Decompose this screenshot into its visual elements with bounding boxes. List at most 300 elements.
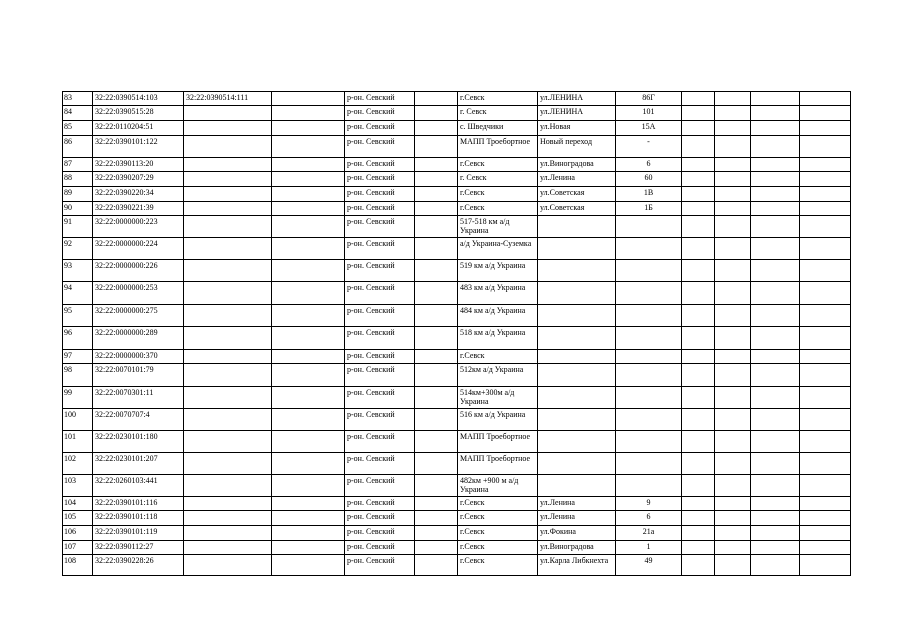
empty-cell: [751, 187, 800, 202]
empty-cell: [415, 158, 458, 172]
cadastral-number: 32:22:0000000:224: [93, 238, 184, 260]
table-row: [63, 136, 851, 158]
cadastral-number: 32:22:0110204:51: [93, 121, 184, 136]
district: р-он. Севский: [345, 106, 415, 121]
empty-cell: [272, 106, 345, 121]
empty-cell: [751, 364, 800, 387]
empty-cell: [800, 172, 851, 187]
table-row: [63, 187, 851, 202]
parent-cadastral-number: [184, 387, 272, 409]
empty-cell: [715, 526, 751, 541]
parent-cadastral-number: [184, 158, 272, 172]
empty-cell: [800, 260, 851, 282]
empty-cell: [272, 409, 345, 431]
empty-cell: [415, 541, 458, 555]
cadastral-number: 32:22:0000000:289: [93, 327, 184, 350]
empty-cell: [682, 172, 715, 187]
empty-cell: [415, 260, 458, 282]
cadastral-number: 32:22:0230101:180: [93, 431, 184, 453]
empty-cell: [715, 136, 751, 158]
empty-cell: [800, 238, 851, 260]
empty-cell: [751, 106, 800, 121]
empty-cell: [715, 511, 751, 526]
settlement: 518 км а/д Украина: [458, 327, 538, 350]
row-number: 85: [63, 121, 93, 136]
empty-cell: [715, 121, 751, 136]
empty-cell: [415, 121, 458, 136]
table-row: [63, 541, 851, 555]
empty-cell: [272, 158, 345, 172]
empty-cell: [682, 92, 715, 106]
empty-cell: [715, 364, 751, 387]
cadastral-number: 32:22:0230101:207: [93, 453, 184, 475]
street: [538, 364, 616, 387]
cadastral-number: 32:22:0390101:118: [93, 511, 184, 526]
empty-cell: [415, 364, 458, 387]
house-number: 49: [616, 555, 682, 576]
house-number: [616, 431, 682, 453]
empty-cell: [682, 526, 715, 541]
empty-cell: [272, 187, 345, 202]
empty-cell: [272, 327, 345, 350]
cadastral-number: 32:22:0390101:116: [93, 497, 184, 511]
empty-cell: [800, 121, 851, 136]
empty-cell: [800, 106, 851, 121]
empty-cell: [415, 92, 458, 106]
street: ул.Ленина: [538, 172, 616, 187]
empty-cell: [682, 555, 715, 576]
empty-cell: [800, 364, 851, 387]
district: р-он. Севский: [345, 526, 415, 541]
street: [538, 282, 616, 305]
settlement: 512км а/д Украина: [458, 364, 538, 387]
house-number: [616, 387, 682, 409]
street: ул.Виноградова: [538, 541, 616, 555]
district: р-он. Севский: [345, 121, 415, 136]
empty-cell: [272, 350, 345, 364]
empty-cell: [715, 106, 751, 121]
row-number: 87: [63, 158, 93, 172]
empty-cell: [682, 238, 715, 260]
empty-cell: [415, 511, 458, 526]
settlement: 482км +900 м а/д Украина: [458, 475, 538, 497]
parent-cadastral-number: [184, 497, 272, 511]
street: [538, 431, 616, 453]
empty-cell: [715, 187, 751, 202]
empty-cell: [415, 282, 458, 305]
street: [538, 409, 616, 431]
empty-cell: [682, 305, 715, 327]
empty-cell: [715, 158, 751, 172]
row-number: 108: [63, 555, 93, 576]
empty-cell: [682, 475, 715, 497]
parent-cadastral-number: [184, 526, 272, 541]
empty-cell: [715, 431, 751, 453]
empty-cell: [415, 187, 458, 202]
house-number: [616, 350, 682, 364]
row-number: 84: [63, 106, 93, 121]
settlement: г. Севск: [458, 172, 538, 187]
district: р-он. Севский: [345, 187, 415, 202]
row-number: 94: [63, 282, 93, 305]
parent-cadastral-number: [184, 409, 272, 431]
parent-cadastral-number: [184, 555, 272, 576]
empty-cell: [800, 526, 851, 541]
empty-cell: [800, 541, 851, 555]
empty-cell: [715, 305, 751, 327]
empty-cell: [715, 327, 751, 350]
empty-cell: [751, 158, 800, 172]
house-number: [616, 216, 682, 238]
parent-cadastral-number: [184, 350, 272, 364]
row-number: 103: [63, 475, 93, 497]
table-row: [63, 92, 851, 106]
house-number: 6: [616, 158, 682, 172]
empty-cell: [715, 282, 751, 305]
empty-cell: [751, 216, 800, 238]
street: ул.Ленина: [538, 511, 616, 526]
settlement: 519 км а/д Украина: [458, 260, 538, 282]
empty-cell: [715, 475, 751, 497]
house-number: -: [616, 136, 682, 158]
table-row: [63, 158, 851, 172]
street: [538, 216, 616, 238]
empty-cell: [682, 511, 715, 526]
street: [538, 238, 616, 260]
row-number: 92: [63, 238, 93, 260]
house-number: [616, 409, 682, 431]
empty-cell: [800, 158, 851, 172]
house-number: 1В: [616, 187, 682, 202]
district: р-он. Севский: [345, 172, 415, 187]
table-row: [63, 282, 851, 305]
empty-cell: [682, 158, 715, 172]
district: р-он. Севский: [345, 350, 415, 364]
cadastral-number: 32:22:0000000:253: [93, 282, 184, 305]
empty-cell: [800, 475, 851, 497]
empty-cell: [415, 453, 458, 475]
parent-cadastral-number: [184, 364, 272, 387]
empty-cell: [751, 409, 800, 431]
cadastral-number: 32:22:0000000:226: [93, 260, 184, 282]
empty-cell: [272, 136, 345, 158]
empty-cell: [715, 202, 751, 216]
row-number: 88: [63, 172, 93, 187]
empty-cell: [800, 511, 851, 526]
street: ул.Советская: [538, 187, 616, 202]
house-number: [616, 305, 682, 327]
empty-cell: [272, 526, 345, 541]
house-number: [616, 282, 682, 305]
settlement: 517-518 км а/д Украина: [458, 216, 538, 238]
empty-cell: [715, 555, 751, 576]
cadastral-number: 32:22:0390221:39: [93, 202, 184, 216]
settlement: г.Севск: [458, 187, 538, 202]
registry-table: [62, 91, 851, 576]
empty-cell: [751, 305, 800, 327]
house-number: [616, 327, 682, 350]
settlement: 484 км а/д Украина: [458, 305, 538, 327]
empty-cell: [800, 202, 851, 216]
street: [538, 475, 616, 497]
row-number: 99: [63, 387, 93, 409]
empty-cell: [800, 409, 851, 431]
street: [538, 327, 616, 350]
table-row: [63, 121, 851, 136]
settlement: г. Севск: [458, 106, 538, 121]
district: р-он. Севский: [345, 364, 415, 387]
parent-cadastral-number: [184, 136, 272, 158]
settlement: с. Шведчики: [458, 121, 538, 136]
table-row: [63, 409, 851, 431]
house-number: 101: [616, 106, 682, 121]
empty-cell: [715, 409, 751, 431]
settlement: 514км+300м а/д Украина: [458, 387, 538, 409]
street: ул.Советская: [538, 202, 616, 216]
empty-cell: [415, 555, 458, 576]
district: р-он. Севский: [345, 158, 415, 172]
parent-cadastral-number: [184, 431, 272, 453]
empty-cell: [415, 431, 458, 453]
parent-cadastral-number: 32:22:0390514:111: [184, 92, 272, 106]
street: ул.Ленина: [538, 497, 616, 511]
empty-cell: [682, 136, 715, 158]
street: ул.Карла Либкнехта: [538, 555, 616, 576]
district: р-он. Севский: [345, 305, 415, 327]
empty-cell: [272, 555, 345, 576]
cadastral-number: 32:22:0260103:441: [93, 475, 184, 497]
row-number: 101: [63, 431, 93, 453]
empty-cell: [751, 511, 800, 526]
empty-cell: [715, 172, 751, 187]
empty-cell: [272, 387, 345, 409]
district: р-он. Севский: [345, 387, 415, 409]
table-row: [63, 364, 851, 387]
table-row: [63, 260, 851, 282]
empty-cell: [715, 350, 751, 364]
district: р-он. Севский: [345, 431, 415, 453]
empty-cell: [751, 497, 800, 511]
settlement: МАПП Троебортное: [458, 453, 538, 475]
row-number: 100: [63, 409, 93, 431]
house-number: [616, 364, 682, 387]
cadastral-number: 32:22:0390207:29: [93, 172, 184, 187]
settlement: а/д Украина-Суземка: [458, 238, 538, 260]
empty-cell: [682, 216, 715, 238]
empty-cell: [272, 497, 345, 511]
settlement: г.Севск: [458, 158, 538, 172]
empty-cell: [272, 475, 345, 497]
cadastral-number: 32:22:0390220:34: [93, 187, 184, 202]
empty-cell: [715, 453, 751, 475]
empty-cell: [682, 387, 715, 409]
empty-cell: [415, 387, 458, 409]
district: р-он. Севский: [345, 238, 415, 260]
empty-cell: [682, 202, 715, 216]
table-row: [63, 453, 851, 475]
empty-cell: [800, 453, 851, 475]
street: ул.Новая: [538, 121, 616, 136]
district: р-он. Севский: [345, 409, 415, 431]
empty-cell: [415, 202, 458, 216]
settlement: г.Севск: [458, 92, 538, 106]
table-row: [63, 555, 851, 576]
cadastral-number: 32:22:0070707:4: [93, 409, 184, 431]
empty-cell: [682, 121, 715, 136]
empty-cell: [682, 282, 715, 305]
settlement: 483 км а/д Украина: [458, 282, 538, 305]
empty-cell: [800, 92, 851, 106]
row-number: 97: [63, 350, 93, 364]
cadastral-number: 32:22:0070101:79: [93, 364, 184, 387]
empty-cell: [415, 526, 458, 541]
parent-cadastral-number: [184, 305, 272, 327]
empty-cell: [715, 387, 751, 409]
district: р-он. Севский: [345, 260, 415, 282]
cadastral-number: 32:22:0390515:28: [93, 106, 184, 121]
empty-cell: [751, 541, 800, 555]
house-number: 1: [616, 541, 682, 555]
empty-cell: [272, 172, 345, 187]
empty-cell: [715, 238, 751, 260]
house-number: 15А: [616, 121, 682, 136]
district: р-он. Севский: [345, 475, 415, 497]
empty-cell: [272, 121, 345, 136]
table-row: [63, 202, 851, 216]
empty-cell: [751, 121, 800, 136]
cadastral-number: 32:22:0390228:26: [93, 555, 184, 576]
table-row: [63, 327, 851, 350]
district: р-он. Севский: [345, 136, 415, 158]
empty-cell: [715, 92, 751, 106]
empty-cell: [415, 327, 458, 350]
empty-cell: [682, 106, 715, 121]
empty-cell: [800, 327, 851, 350]
empty-cell: [272, 282, 345, 305]
table-row: [63, 511, 851, 526]
empty-cell: [272, 511, 345, 526]
empty-cell: [800, 497, 851, 511]
row-number: 104: [63, 497, 93, 511]
cadastral-number: 32:22:0000000:275: [93, 305, 184, 327]
empty-cell: [800, 136, 851, 158]
empty-cell: [415, 497, 458, 511]
settlement: г.Севск: [458, 541, 538, 555]
empty-cell: [415, 238, 458, 260]
row-number: 98: [63, 364, 93, 387]
parent-cadastral-number: [184, 475, 272, 497]
empty-cell: [800, 555, 851, 576]
empty-cell: [800, 305, 851, 327]
row-number: 105: [63, 511, 93, 526]
empty-cell: [715, 541, 751, 555]
empty-cell: [751, 282, 800, 305]
cadastral-number: 32:22:0390514:103: [93, 92, 184, 106]
empty-cell: [272, 541, 345, 555]
empty-cell: [715, 497, 751, 511]
empty-cell: [751, 172, 800, 187]
street: [538, 387, 616, 409]
table-row: [63, 238, 851, 260]
cadastral-number: 32:22:0390101:119: [93, 526, 184, 541]
empty-cell: [682, 431, 715, 453]
cadastral-number: 32:22:0070301:11: [93, 387, 184, 409]
row-number: 93: [63, 260, 93, 282]
empty-cell: [682, 260, 715, 282]
table-row: [63, 106, 851, 121]
row-number: 107: [63, 541, 93, 555]
parent-cadastral-number: [184, 511, 272, 526]
row-number: 95: [63, 305, 93, 327]
empty-cell: [751, 202, 800, 216]
empty-cell: [715, 216, 751, 238]
street: Новый переход: [538, 136, 616, 158]
cadastral-number: 32:22:0000000:223: [93, 216, 184, 238]
settlement: 516 км а/д Украина: [458, 409, 538, 431]
parent-cadastral-number: [184, 453, 272, 475]
empty-cell: [272, 431, 345, 453]
empty-cell: [800, 216, 851, 238]
empty-cell: [272, 453, 345, 475]
empty-cell: [751, 260, 800, 282]
row-number: 83: [63, 92, 93, 106]
district: р-он. Севский: [345, 327, 415, 350]
empty-cell: [751, 136, 800, 158]
house-number: 1Б: [616, 202, 682, 216]
empty-cell: [682, 350, 715, 364]
parent-cadastral-number: [184, 282, 272, 305]
empty-cell: [751, 431, 800, 453]
empty-cell: [800, 431, 851, 453]
empty-cell: [272, 364, 345, 387]
empty-cell: [751, 475, 800, 497]
table-row: [63, 350, 851, 364]
empty-cell: [800, 387, 851, 409]
empty-cell: [800, 282, 851, 305]
table-row: [63, 305, 851, 327]
house-number: 86Г: [616, 92, 682, 106]
parent-cadastral-number: [184, 106, 272, 121]
row-number: 89: [63, 187, 93, 202]
settlement: г.Севск: [458, 350, 538, 364]
parent-cadastral-number: [184, 327, 272, 350]
district: р-он. Севский: [345, 511, 415, 526]
cadastral-number: 32:22:0000000:370: [93, 350, 184, 364]
row-number: 96: [63, 327, 93, 350]
empty-cell: [682, 187, 715, 202]
street: ул.ЛЕНИНА: [538, 92, 616, 106]
district: р-он. Севский: [345, 555, 415, 576]
table-row: [63, 387, 851, 409]
empty-cell: [751, 555, 800, 576]
empty-cell: [715, 260, 751, 282]
street: ул.Фокина: [538, 526, 616, 541]
table-row: [63, 172, 851, 187]
parent-cadastral-number: [184, 541, 272, 555]
empty-cell: [751, 387, 800, 409]
empty-cell: [272, 238, 345, 260]
row-number: 102: [63, 453, 93, 475]
row-number: 91: [63, 216, 93, 238]
row-number: 106: [63, 526, 93, 541]
cadastral-number: 32:22:0390101:122: [93, 136, 184, 158]
table-row: [63, 475, 851, 497]
settlement: МАПП Троебортное: [458, 431, 538, 453]
house-number: [616, 238, 682, 260]
district: р-он. Севский: [345, 497, 415, 511]
house-number: [616, 260, 682, 282]
empty-cell: [751, 526, 800, 541]
